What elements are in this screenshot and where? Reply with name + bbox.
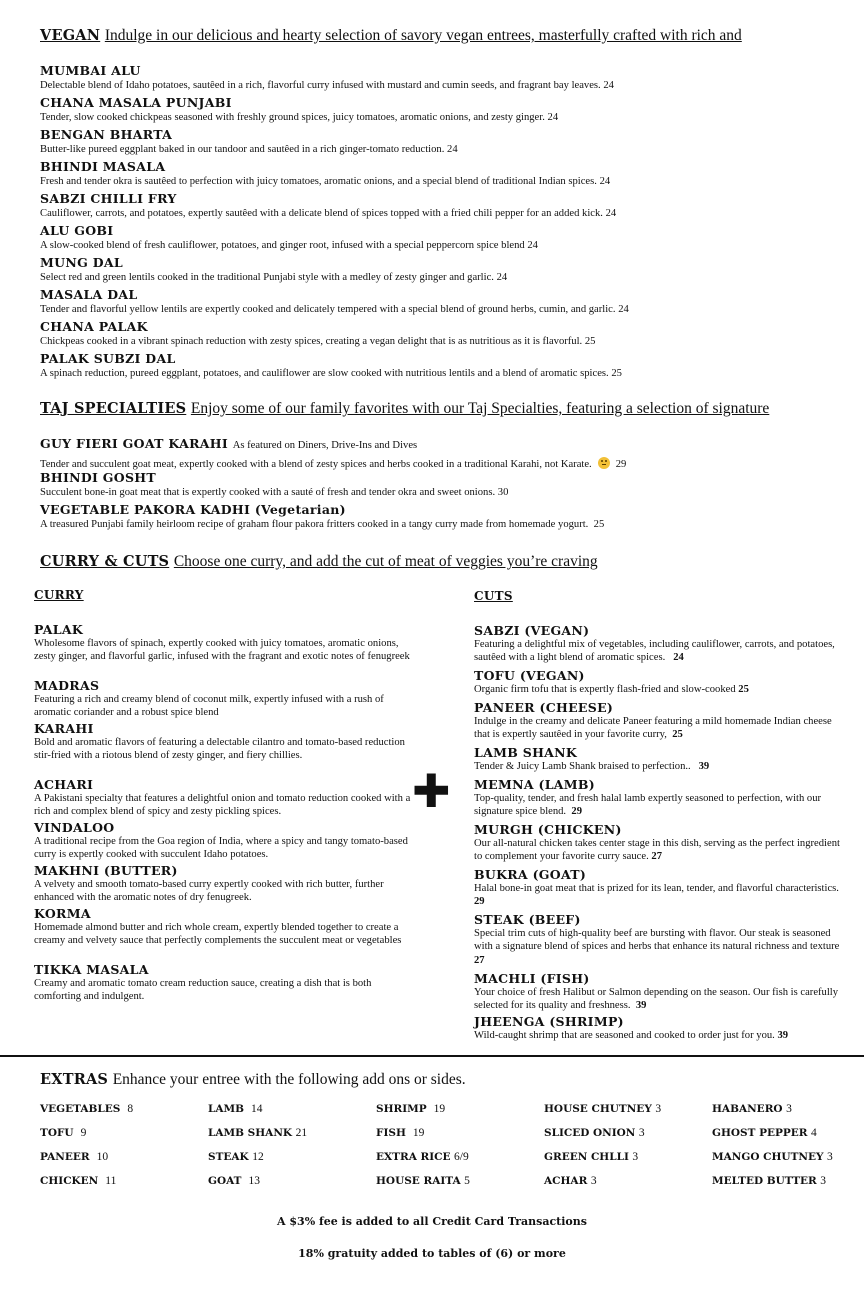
extra-price: 4 — [811, 1127, 817, 1139]
item-desc-text: Delectable blend of Idaho potatoes, sautêed in a rich, flavorful curry infused with mustard and cumin seeds, and fragrant bay leaves. — [40, 80, 601, 91]
cut-price: 27 — [651, 851, 662, 863]
item-price: 24 — [527, 240, 538, 251]
extra-name: VEGETABLES — [40, 1103, 121, 1115]
item-description — [40, 303, 629, 316]
plus-icon: ✚ — [412, 764, 451, 818]
cut-description — [474, 882, 846, 909]
item-name: VEGETABLE PAKORA KADHI (Vegetarian) — [40, 502, 346, 517]
item-description — [40, 207, 629, 220]
cuts-list — [474, 623, 846, 1046]
menu-item — [40, 223, 629, 255]
curry-item — [34, 962, 414, 1005]
item-desc-text: Succulent bone-in goat meat that is expertly cooked with a sauté of fresh and tender okra and sweet onions. — [40, 487, 496, 498]
curry-cuts-intro: Choose one curry, and add the cut of meat of veggies you’re craving — [173, 553, 598, 570]
item-desc-text: Tender and succulent goat meat, expertly cooked with a blend of zesty spices and herbs cooked in a traditional Karahi, not Karate. — [40, 459, 592, 470]
item-description — [40, 239, 629, 252]
item-name: BHINDI GOSHT — [40, 470, 156, 485]
item-description — [40, 271, 629, 284]
curry-description: Bold and aromatic flavors of featuring a delectable cilantro and tomato-based reduction stir-fried with a riotous blend of zesty ginger, and fiery chillies. — [34, 737, 405, 762]
extras-title: EXTRAS — [40, 1071, 109, 1088]
item-description — [40, 457, 626, 471]
item-name: MASALA DAL — [40, 287, 138, 302]
curry-description: A velvety and smooth tomato-based curry expertly cooked with rich butter, further enhanced with the aromatic notes of dry fenugreek. — [34, 879, 384, 904]
cut-name: MACHLI (FISH) — [474, 971, 590, 986]
extra-name: SLICED ONION — [544, 1127, 636, 1139]
cut-name: PANEER (CHEESE) — [474, 700, 614, 715]
curry-name: KARAHI — [34, 721, 94, 736]
item-description — [40, 486, 626, 499]
curry-item — [34, 678, 414, 721]
menu-item — [40, 436, 626, 470]
extra-item — [544, 1174, 661, 1198]
cut-desc-text: Indulge in the creamy and delicate Paneer featuring a mild homemade Indian cheese that is expertly sautêed in your favorite curry, — [474, 716, 832, 741]
section-divider — [0, 1055, 864, 1057]
item-description — [40, 367, 629, 380]
item-desc-text: Chickpeas cooked in a vibrant spinach reduction with zesty spices, creating a vegan delight that is as nutritious as it is flavorful. — [40, 336, 583, 347]
cuts-column-heading: CUTS — [474, 589, 513, 603]
extra-price: 3 — [590, 1175, 597, 1187]
cut-desc-text: Tender & Juicy Lamb Shank braised to perfection.. — [474, 761, 691, 772]
cut-price: 39 — [698, 761, 710, 772]
item-name-text: GUY FIERI GOAT KARAHI — [40, 436, 229, 451]
cut-item — [474, 822, 846, 867]
extra-name: CHICKEN — [40, 1175, 99, 1187]
cut-description — [474, 927, 846, 967]
cut-item — [474, 867, 846, 912]
curry-item — [34, 820, 414, 863]
cut-desc-text: Halal bone-in goat meat that is prized for its lean, tender, and flavorful characteristics. — [474, 883, 839, 894]
extra-name: TOFU — [40, 1127, 74, 1139]
cut-desc-text: Our all-natural chicken takes center stage in this dish, serving as the perfect ingredient to complement your favorite curry sauce. — [474, 838, 840, 863]
extra-item — [712, 1174, 833, 1198]
extra-name: HABANERO — [712, 1103, 783, 1115]
extra-name: PANEER — [40, 1151, 90, 1163]
curry-item — [34, 622, 414, 678]
cut-price: 39 — [777, 1030, 789, 1041]
extra-price: 3 — [638, 1127, 645, 1139]
extras-column — [544, 1102, 661, 1198]
extra-item — [712, 1126, 833, 1150]
extra-name: LAMB SHANK — [208, 1127, 293, 1139]
curry-item — [34, 906, 414, 962]
extra-name: FISH — [376, 1127, 406, 1139]
extra-price: 10 — [96, 1151, 109, 1163]
cut-name: MURGH (CHICKEN) — [474, 822, 622, 837]
extra-price: 3 — [655, 1103, 662, 1115]
item-name: SABZI CHILLI FRY — [40, 191, 177, 206]
item-desc-text: Cauliflower, carrots, and potatoes, expertly sautêed with a delicate blend of spices topped with a fried chili pepper for an added kick. — [40, 208, 603, 219]
extras-column — [208, 1102, 307, 1198]
cut-item — [474, 912, 846, 971]
curry-description: Creamy and aromatic tomato cream reduction sauce, creating a dish that is both comforting and indulgent. — [34, 978, 372, 1003]
item-price: 29 — [615, 459, 627, 470]
item-description — [40, 175, 629, 188]
vegan-list — [40, 63, 629, 383]
cut-description — [474, 986, 846, 1013]
cut-description — [474, 715, 846, 742]
extra-item — [376, 1174, 470, 1198]
cut-item — [474, 745, 846, 777]
curry-name: PALAK — [34, 622, 84, 637]
taj-intro: Enjoy some of our family favorites with our Taj Specialties, featuring a selection of signature — [190, 400, 770, 417]
curry-item — [34, 863, 414, 906]
extra-name: STEAK — [208, 1151, 249, 1163]
extra-item — [376, 1150, 470, 1174]
cut-name: BUKRA (GOAT) — [474, 867, 587, 882]
smirk-emoji-icon — [598, 457, 610, 469]
item-name: BENGAN BHARTA — [40, 127, 173, 142]
menu-item — [40, 502, 626, 534]
item-desc-text: Butter-like pureed eggplant baked in our tandoor and sautêed in a rich ginger-tomato reduction. — [40, 144, 445, 155]
curry-name: ACHARI — [34, 777, 94, 792]
extra-price: 3 — [820, 1175, 826, 1187]
curry-column-heading: CURRY — [34, 588, 84, 602]
extra-item — [376, 1126, 470, 1150]
cut-item — [474, 623, 846, 668]
item-desc-text: Tender, slow cooked chickpeas seasoned with freshly ground spices, juicy tomatoes, aromatic onions, and zesty ginger. — [40, 112, 545, 123]
cut-price: 27 — [474, 954, 485, 966]
item-description — [40, 518, 626, 531]
credit-card-fee-note: A $3% fee is added to all Credit Card Transactions — [277, 1215, 587, 1228]
vegan-title: VEGAN — [40, 27, 101, 44]
item-price: 25 — [584, 336, 596, 347]
menu-item — [40, 319, 629, 351]
extra-price: 6/9 — [454, 1151, 469, 1163]
item-name: ALU GOBI — [40, 223, 114, 238]
cut-description — [474, 1029, 846, 1042]
cut-price: 25 — [672, 729, 683, 741]
extra-name: LAMB — [208, 1103, 245, 1115]
cut-price: 24 — [673, 652, 684, 664]
gratuity-note: 18% gratuity added to tables of (6) or more — [298, 1247, 566, 1260]
vegan-intro: Indulge in our delicious and hearty selection of savory vegan entrees, masterfully crafted with rich and — [104, 27, 742, 44]
item-desc-text: A treasured Punjabi family heirloom recipe of graham flour pakora fritters cooked in a tangy curry made from homemade yogurt. — [40, 519, 589, 530]
item-name: MUNG DAL — [40, 255, 123, 270]
curry-cuts-header — [40, 553, 598, 571]
extra-price: 3 — [786, 1103, 792, 1115]
extras-intro: Enhance your entree with the following add ons or sides. — [112, 1071, 466, 1088]
extra-price: 9 — [80, 1127, 87, 1139]
extras-header — [40, 1071, 466, 1089]
cut-description — [474, 638, 846, 665]
curry-name: MAKHNI (BUTTER) — [34, 863, 178, 878]
extra-price: 14 — [251, 1103, 263, 1115]
item-price: 24 — [603, 80, 614, 91]
curry-description: A traditional recipe from the Goa region of India, where a spicy and tangy tomato-based curry is expertly cooked with succulent Idaho potatoes. — [34, 836, 408, 861]
cut-desc-text: Special trim cuts of high-quality beef are bursting with flavor. Our steak is seasoned with a signature blend of spices and herbs that enhance its natural richness and texture — [474, 928, 840, 953]
vegan-header — [40, 27, 742, 45]
item-price: 24 — [447, 144, 458, 155]
extra-item — [40, 1126, 133, 1150]
extra-price: 12 — [252, 1151, 264, 1163]
curry-cuts-title: CURRY & CUTS — [40, 553, 170, 570]
cut-item — [474, 700, 846, 745]
extra-name: EXTRA RICE — [376, 1151, 451, 1163]
curry-item — [34, 721, 414, 777]
cut-price: 29 — [474, 896, 485, 908]
extra-price: 21 — [295, 1127, 308, 1139]
extra-price: 13 — [248, 1175, 260, 1187]
taj-title: TAJ SPECIALTIES — [40, 400, 187, 417]
cut-name: LAMB SHANK — [474, 745, 578, 760]
item-price: 30 — [497, 487, 509, 498]
curry-description: Homemade almond butter and rich whole cream, expertly blended together to create a creamy and velvety sauce that perfectly complements the succulent meat or vegetables — [34, 922, 402, 947]
menu-item — [40, 255, 629, 287]
cut-item — [474, 971, 846, 1014]
extra-name: MANGO CHUTNEY — [712, 1151, 824, 1163]
extras-column — [40, 1102, 133, 1198]
cut-desc-text: Featuring a delightful mix of vegetables, including cauliflower, carrots, and potatoes, sautêed with a light blend of aromatic spices. — [474, 639, 835, 664]
item-description — [40, 79, 629, 92]
extra-name: ACHAR — [544, 1175, 588, 1187]
item-price: 25 — [611, 368, 622, 379]
item-price: 24 — [496, 272, 508, 283]
cut-description — [474, 683, 846, 696]
extras-column — [712, 1102, 833, 1198]
cut-desc-text: Your choice of fresh Halibut or Salmon depending on the season. Our fish is carefully selected for its quality and freshness. — [474, 987, 839, 1012]
extra-item — [208, 1150, 307, 1174]
curry-list — [34, 622, 414, 1005]
item-name — [40, 436, 626, 454]
cut-name: JHEENGA (SHRIMP) — [474, 1014, 624, 1029]
menu-item — [40, 159, 629, 191]
item-desc-text: Tender and flavorful yellow lentils are expertly cooked and delicately tempered with a special blend of ground herbs, cumin, and garlic. — [40, 304, 616, 315]
extra-item — [208, 1102, 307, 1126]
cut-price: 39 — [635, 1000, 647, 1012]
extra-item — [712, 1150, 833, 1174]
menu-item — [40, 127, 629, 159]
cut-item — [474, 1014, 846, 1046]
extra-price: 5 — [464, 1175, 470, 1187]
item-description — [40, 335, 629, 348]
cut-name: TOFU (VEGAN) — [474, 668, 585, 683]
extra-price: 3 — [632, 1151, 639, 1163]
cut-price: 25 — [738, 684, 749, 695]
curry-name: MADRAS — [34, 678, 100, 693]
item-name: CHANA MASALA PUNJABI — [40, 95, 232, 110]
menu-item — [40, 470, 626, 502]
taj-list — [40, 436, 626, 534]
item-desc-text: Fresh and tender okra is sautêed to perfection with juicy tomatoes, aromatic onions, and a special blend of traditional Indian spices. — [40, 176, 597, 187]
extra-name: GREEN CHLLI — [544, 1151, 629, 1163]
menu-item — [40, 191, 629, 223]
cut-desc-text: Organic firm tofu that is expertly flash-fried and slow-cooked — [474, 684, 736, 695]
item-name: MUMBAI ALU — [40, 63, 141, 78]
item-price: 24 — [599, 176, 611, 187]
extra-item — [40, 1102, 133, 1126]
cut-name: MEMNA (LAMB) — [474, 777, 595, 792]
extra-price: 19 — [433, 1103, 446, 1115]
item-desc-text: Select red and green lentils cooked in the traditional Punjabi style with a medley of zesty ginger and garlic. — [40, 272, 494, 283]
item-desc-text: A spinach reduction, pureed eggplant, potatoes, and cauliflower are slow cooked with nutritious lentils and a blend of aromatic spices. — [40, 368, 609, 379]
cut-price: 29 — [571, 806, 582, 818]
extra-name: MELTED BUTTER — [712, 1175, 817, 1187]
menu-item — [40, 351, 629, 383]
extra-item — [544, 1150, 661, 1174]
curry-description: Wholesome flavors of spinach, expertly cooked with juicy tomatoes, aromatic onions, zesty ginger, and flavorful garlic, infused with the fragrant and exotic notes of fenugreek — [34, 638, 410, 663]
curry-name: KORMA — [34, 906, 91, 921]
extra-item — [712, 1102, 833, 1126]
item-price: 25 — [593, 519, 605, 530]
cut-desc-text: Wild-caught shrimp that are seasoned and cooked to order just for you. — [474, 1030, 775, 1041]
curry-name: TIKKA MASALA — [34, 962, 149, 977]
item-name: PALAK SUBZI DAL — [40, 351, 176, 366]
item-name: CHANA PALAK — [40, 319, 148, 334]
extra-price: 8 — [127, 1103, 134, 1115]
extra-item — [544, 1126, 661, 1150]
extra-item — [40, 1174, 133, 1198]
item-price: 24 — [618, 304, 629, 315]
curry-description: A Pakistani specialty that features a delightful onion and tomato reduction cooked with a rich and complex blend of spicy and zesty pickling spices. — [34, 793, 411, 818]
extra-name: SHRIMP — [376, 1103, 427, 1115]
extra-name: HOUSE RAITA — [376, 1175, 461, 1187]
cut-name: SABZI (VEGAN) — [474, 623, 590, 638]
curry-description: Featuring a rich and creamy blend of coconut milk, expertly infused with a rush of aromatic coriander and a robust spice blend — [34, 694, 384, 719]
item-description — [40, 143, 629, 156]
curry-name: VINDALOO — [34, 820, 115, 835]
item-desc-text: A slow-cooked blend of fresh cauliflower, potatoes, and ginger root, infused with a special peppercorn spice blend — [40, 240, 525, 251]
extra-price: 3 — [826, 1151, 833, 1163]
item-name: BHINDI MASALA — [40, 159, 166, 174]
cut-description — [474, 792, 846, 819]
cut-item — [474, 777, 846, 822]
extra-name: GOAT — [208, 1175, 242, 1187]
extra-item — [208, 1174, 307, 1198]
cut-description — [474, 760, 846, 773]
cut-description — [474, 837, 846, 864]
extra-item — [544, 1102, 661, 1126]
featured-note: As featured on Diners, Drive-Ins and Dives — [232, 440, 418, 451]
item-description — [40, 111, 629, 124]
cut-name: STEAK (BEEF) — [474, 912, 581, 927]
item-price: 24 — [605, 208, 617, 219]
extra-name: GHOST PEPPER — [712, 1127, 808, 1139]
extra-name: HOUSE CHUTNEY — [544, 1103, 652, 1115]
cut-item — [474, 668, 846, 700]
extra-item — [208, 1126, 307, 1150]
extras-column — [376, 1102, 470, 1198]
item-price: 24 — [547, 112, 559, 123]
menu-item — [40, 95, 629, 127]
extra-price: 19 — [412, 1127, 425, 1139]
extra-item — [40, 1150, 133, 1174]
cut-desc-text: Top-quality, tender, and fresh halal lamb expertly seasoned to perfection, with our signature spice blend. — [474, 793, 822, 818]
curry-item — [34, 777, 414, 820]
extra-item — [376, 1102, 470, 1126]
extra-price: 11 — [105, 1175, 117, 1187]
menu-item — [40, 287, 629, 319]
menu-item — [40, 63, 629, 95]
taj-header — [40, 400, 769, 418]
